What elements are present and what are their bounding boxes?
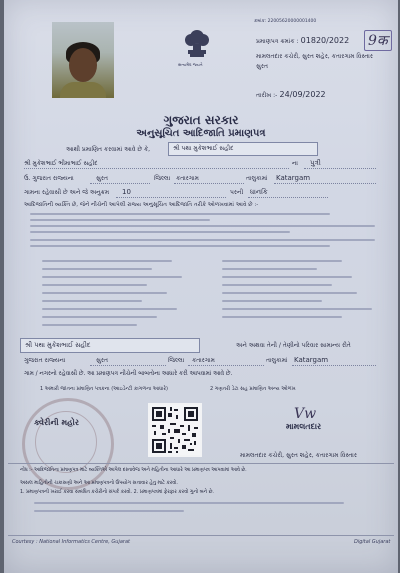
applicant-name-box: [168, 142, 318, 156]
footnote-2: અસલ માહિતીની ચકાસણી અને આ પ્રમાણપત્રનો ઉપયોગ સત્તાવાર હેતુ માટે કરવો.: [20, 481, 178, 486]
state-label: ઉ. ગુજરાત રાજ્યના: [24, 175, 74, 182]
signatory-title: મામલતદાર: [286, 422, 322, 431]
applicant-photo: [52, 22, 114, 98]
district-fill-line-2: [90, 365, 166, 366]
emblem-caption: સત્યમેવ જયતે: [178, 62, 203, 67]
handwritten-mark: 9क: [364, 30, 392, 51]
office-stamp: [22, 398, 114, 490]
subdistrict-value-2: કતારગામ: [192, 357, 215, 364]
office-line-2: સુરત: [256, 63, 268, 70]
serial-value: 10: [122, 188, 131, 196]
certify-label: આથી પ્રમાણિત કરવામાં આવે છે કે,: [66, 146, 151, 153]
qr-code-icon: [148, 403, 202, 457]
subdistrict-fill-line: [174, 183, 244, 184]
subdistrict-value: કતારગામ: [176, 175, 199, 182]
footnote-1: નોંધ :- આદિજાતિના પ્રમાણપત્ર માટે વ્યક્તિએ આપેલ દસ્તાવેજ અને મહિતીના આધારે આ પ્રમાણપત્ર આપવામાં આવે છે.: [20, 468, 247, 473]
taluka-label-2: તાલુકામાં: [266, 357, 288, 364]
footnote-divider: [8, 463, 394, 464]
taluka-label: તાલુકામાં: [246, 175, 268, 182]
certificate-number: પ્રમાણપત્ર ક્રમાંક : 01820/2022: [256, 36, 350, 45]
residence-intro: અને અથવા તેની / તેણીનો પરિવાર સામાન્ય રીતે: [236, 342, 351, 349]
footer-digital-gujarat: Digital Gujarat: [354, 539, 391, 545]
tribe-value: ધાનકિ: [250, 188, 268, 196]
taluka-value-2: Katargam: [294, 356, 329, 364]
district-value: સુરત: [96, 175, 108, 182]
tribe-declaration: આદિજાતિની વ્યક્તિ છે, જેને નીચેની આપેલી રાજ્ય અનુસૂચિત આદિજાતિ તરીકે ઓળખવામાં આવે છે :-: [24, 202, 259, 208]
applicant-name-2: શ્રી પથા મુકેશભાઈ સહીદ: [25, 341, 91, 349]
residence-basis: ગામ / નગરનો રહેવાસી છે. આ પ્રમાણપત્ર નીચેની બાબતોના આધારે કરી આપવામાં આવે છે.: [24, 371, 233, 377]
relation-fill-line: [304, 168, 376, 169]
basis-note-1: 1 અમારી જાતના પ્રમાણિત પત્રકના (આઇડેન્ટી કાગળના આધારે): [40, 386, 168, 392]
district-value-2: સુરત: [96, 357, 108, 364]
certificate-title: અનુસૂચિત આદિજાતિ પ્રમાણપત્ર: [136, 128, 266, 139]
signatory-office: મામલતદાર કચેરી, સુરત શહેર, કતારગામ વિસ્તાર: [240, 452, 358, 459]
certificate-page: [4, 0, 398, 573]
parent-name: શ્રી મુકેશભાઈ ભીમાભાઈ સહીદ: [24, 160, 98, 167]
footnote-3: 1. પ્રમાણપત્રની ખરાઈ કરવા સંબંધિત કચેરીનો સંપર્ક કરવો. 2. પ્રમાણપત્રમાં ફેરફાર કરવો ગુનો બને છે.: [20, 490, 214, 495]
photo-body: [60, 82, 106, 98]
footer-courtesy: Courtesy : National Informatics Centre, Gujarat: [12, 539, 130, 545]
parent-fill-line: [24, 168, 289, 169]
relation-value: પુત્રી: [310, 159, 321, 167]
applicant-name-box-2: [20, 338, 200, 353]
office-line-1: મામલતદાર કચેરી, સુરત શહેર, કતારગામ વિસ્તાર: [256, 53, 374, 60]
state-label-2: ગુજરાત રાજ્યના: [24, 357, 66, 364]
applicant-name: શ્રી પથા મુકેશભાઈ સહીદ: [173, 145, 234, 152]
taluka-value: Katargam: [276, 174, 311, 182]
taluka-fill-line: [274, 183, 376, 184]
government-title: ગુજરાત સરકાર: [163, 113, 239, 127]
district-label-2: જિલ્લા: [168, 357, 185, 364]
photo-face: [69, 48, 97, 82]
stamp-label: ક્વેરીની મહોર: [34, 418, 79, 427]
subdistrict-fill-line-2: [188, 365, 264, 366]
footer-divider: [8, 535, 394, 536]
serial-fill-line: [116, 197, 226, 198]
serial-label: ગામના રહેવાસી છે અને જે અનુક્રમ: [24, 189, 110, 196]
basis-note-2: 2 ગણતરી ડેટા સહ પ્રમાણિત અન્ય ઓળખ: [210, 386, 296, 392]
issue-date: તારીખ :- 24/09/2022: [256, 90, 326, 99]
state-emblem-icon: [180, 26, 214, 62]
barcode-number: ક્રમાંક: 22005620000001400: [254, 19, 317, 24]
relation-label: ના: [292, 160, 298, 167]
district-fill-line: [90, 183, 150, 184]
taluka-fill-line-2: [292, 365, 376, 366]
tribe-fill-line: [248, 197, 328, 198]
signature-mark: Vw: [294, 406, 317, 422]
tribe-label: પરની: [230, 189, 244, 196]
district-label: જિલ્લા: [154, 175, 171, 182]
